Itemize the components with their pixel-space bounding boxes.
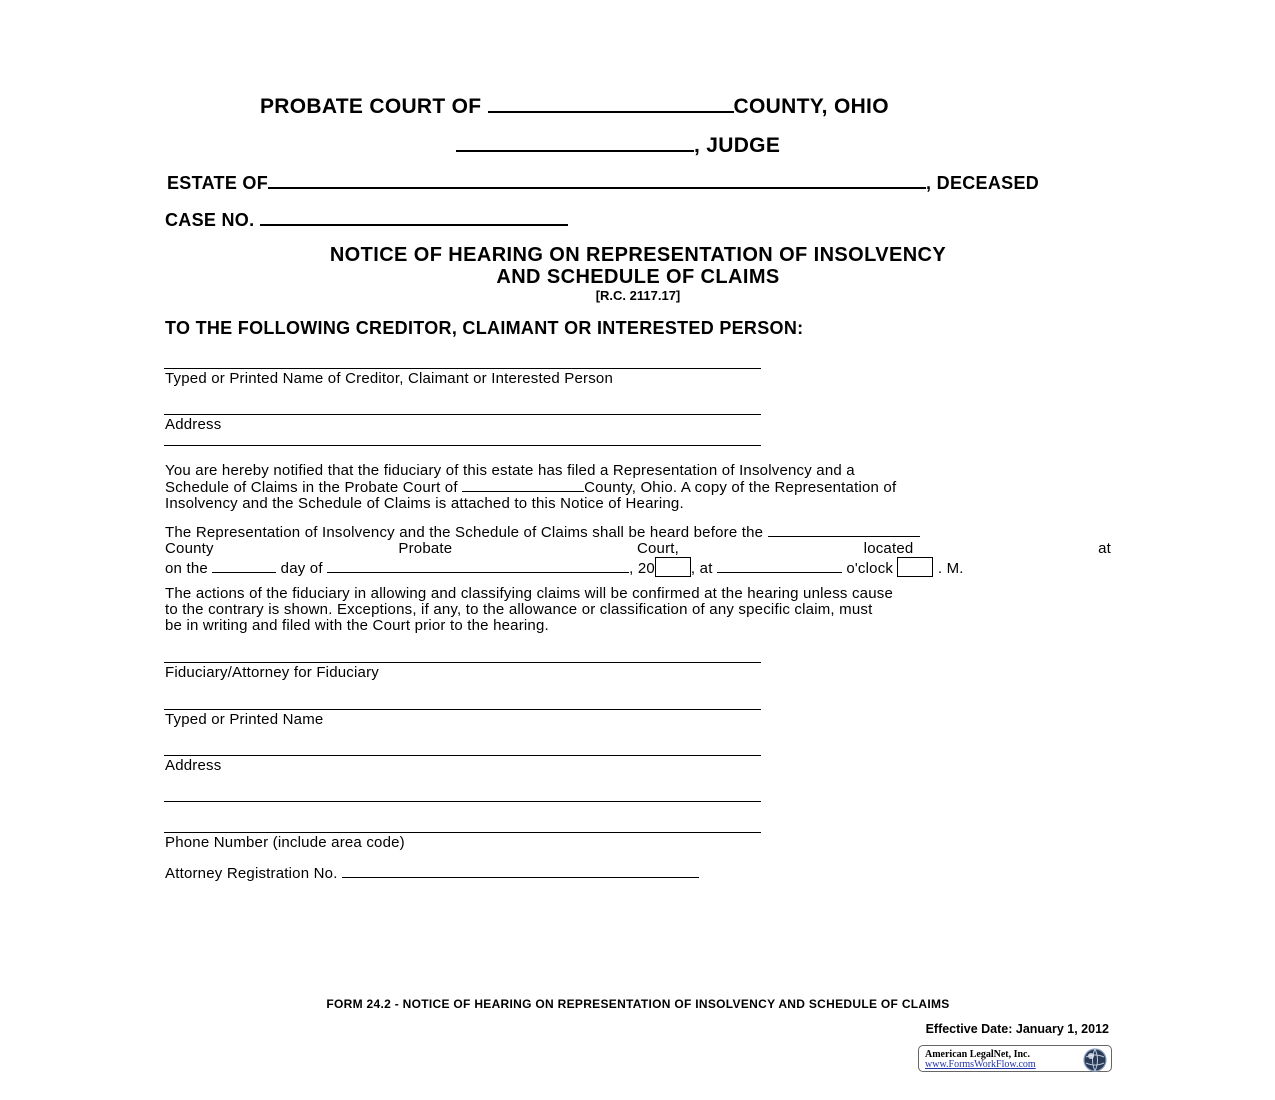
p2-line-3 (165, 557, 1111, 577)
case-no-label: CASE NO. (165, 210, 255, 230)
effective-date: Effective Date: January 1, 2012 (925, 1022, 1109, 1036)
recipient-address-input[interactable] (164, 414, 761, 415)
p3-line-2: to the contrary is shown. Exceptions, if any, to the allowance or classification of any specific claim, must (165, 601, 873, 618)
p1-line-3: Insolvency and the Schedule of Claims is attached to this Notice of Hearing. (165, 495, 684, 512)
on-the-label: on the (165, 560, 208, 577)
hearing-month-input[interactable] (327, 560, 629, 573)
hearing-day-input[interactable] (212, 560, 276, 573)
p3-line-3: be in writing and filed with the Court prior to the hearing. (165, 617, 549, 634)
estate-prefix: ESTATE OF (167, 173, 269, 193)
case-number-line (165, 210, 568, 231)
registration-number-input[interactable] (342, 865, 699, 878)
am-pm-input[interactable] (897, 557, 933, 577)
estate-line (167, 173, 1039, 194)
phone-number-input[interactable] (164, 832, 761, 833)
title-line-2: AND SCHEDULE OF CLAIMS (496, 266, 780, 288)
p2-word-probate: Probate (398, 540, 453, 557)
recipient-address-line-2-input[interactable] (164, 445, 761, 446)
statute-reference: [R.C. 2117.17] (595, 288, 681, 303)
court-heading (260, 95, 889, 119)
fiduciary-address-label: Address (165, 757, 222, 774)
hearing-year-input[interactable] (655, 557, 691, 577)
recipient-name-input[interactable] (164, 368, 761, 369)
logo-company-name: American LegalNet, Inc. (925, 1049, 1030, 1060)
hearing-before-input[interactable] (768, 524, 920, 537)
p1-line-2 (165, 479, 1111, 496)
judge-name-input[interactable] (456, 150, 694, 152)
judge-suffix: , JUDGE (694, 134, 781, 157)
notice-paragraph-3 (165, 586, 1111, 634)
court-prefix: PROBATE COURT OF (260, 95, 482, 118)
title-line-1: NOTICE OF HEARING ON REPRESENTATION OF INSOLVENCY (329, 244, 947, 266)
oclock-label: o'clock (846, 560, 894, 577)
american-legalnet-logo[interactable] (918, 1045, 1112, 1072)
probate-county-input[interactable] (462, 479, 584, 492)
estate-suffix: , DECEASED (926, 173, 1040, 193)
registration-line (165, 865, 699, 882)
logo-url[interactable]: www.FormsWorkFlow.com (925, 1059, 1036, 1070)
p1-line-2-end: County, Ohio. A copy of the Representation of (584, 479, 897, 496)
typed-name-label: Typed or Printed Name (165, 711, 324, 728)
p2-word-court: Court, (636, 540, 680, 557)
fiduciary-signature-input[interactable] (164, 662, 761, 663)
registration-label: Attorney Registration No. (165, 865, 338, 882)
at-label: , at (690, 560, 713, 577)
notice-paragraph-1 (165, 463, 1111, 512)
notice-title (165, 244, 1111, 288)
estate-name-input[interactable] (268, 187, 926, 189)
year-prefix-label: , 20 (629, 560, 655, 577)
p2-line-1-text: The Representation of Insolvency and the Schedule of Claims shall be heard before the (165, 524, 764, 541)
case-number-input[interactable] (260, 224, 568, 226)
p2-word-located: located (863, 540, 914, 557)
county-input[interactable] (488, 111, 734, 113)
m-label: . M. (937, 560, 964, 577)
p2-line-2 (165, 541, 1111, 557)
typed-name-input[interactable] (164, 709, 761, 710)
court-suffix: COUNTY, OHIO (733, 95, 889, 118)
judge-heading (456, 134, 780, 158)
fiduciary-address-input[interactable] (164, 755, 761, 756)
p2-word-county: County (165, 540, 214, 557)
recipient-name-label: Typed or Printed Name of Creditor, Claimant or Interested Person (165, 370, 614, 387)
globe-icon (1082, 1047, 1108, 1073)
hearing-hour-input[interactable] (717, 560, 842, 573)
recipient-address-label: Address (165, 416, 222, 433)
p2-word-at: at (1098, 540, 1111, 557)
recipient-heading: TO THE FOLLOWING CREDITOR, CLAIMANT OR INTERESTED PERSON: (165, 318, 804, 338)
fiduciary-label: Fiduciary/Attorney for Fiduciary (165, 664, 379, 681)
p1-line-1: You are hereby notified that the fiduciary of this estate has filed a Representation of Insolvency and a (165, 462, 855, 479)
notice-paragraph-2 (165, 524, 1111, 577)
phone-number-label: Phone Number (include area code) (165, 834, 405, 851)
p3-line-1: The actions of the fiduciary in allowing and classifying claims will be confirmed at the hearing unless cause (165, 585, 893, 602)
fiduciary-address-line-2-input[interactable] (164, 801, 761, 802)
form-title-footer: FORM 24.2 - NOTICE OF HEARING ON REPRESENTATION OF INSOLVENCY AND SCHEDULE OF CLAIMS (326, 997, 950, 1011)
p1-line-2-start: Schedule of Claims in the Probate Court of (165, 479, 458, 496)
day-of-label: day of (280, 560, 323, 577)
p2-line-1 (165, 524, 1111, 541)
